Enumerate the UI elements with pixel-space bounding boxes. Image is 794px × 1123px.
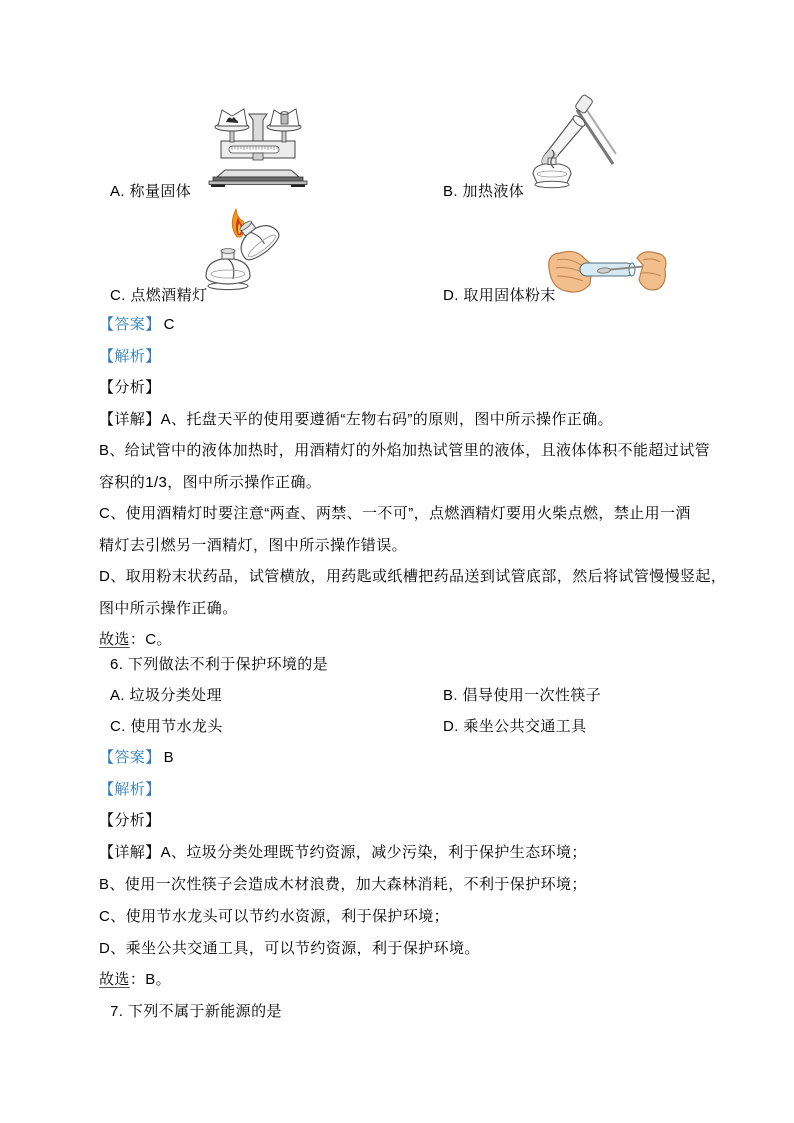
q5-conclusion-choice: ：C。 [129,631,172,648]
q5-option-b-label: B. 加热液体 [443,183,525,200]
q6-detail-line-3: C、使用节水龙头可以节约水资源，利于保护环境； [99,908,450,925]
q5-detail-line-2: B、给试管中的液体加热时，用酒精灯的外焰加热试管里的液体，且液体体积不能超过试管 [99,442,711,459]
q6-answer-line [99,749,174,767]
q6-conclusion-prefix: 故选 [99,971,130,988]
q6-option-a-label: A. 垃圾分类处理 [110,687,222,704]
q5-detail-line-7: 图中所示操作正确。 [99,600,238,617]
q5-detail-line-5: 精灯去引燃另一酒精灯，图中所示操作错误。 [99,537,408,554]
q5-conclusion-prefix: 故选 [99,631,130,648]
answer-marker: 【答案】 [99,316,161,333]
q5-detail-line-6: D、取用粉末状药品，试管横放，用药匙或纸槽把药品送到试管底部，然后将试管慢慢竖起， [99,568,727,585]
q5-detail-line-1: 【详解】A、托盘天平的使用要遵循“左物右码”的原则，图中所示操作正确。 [99,411,613,428]
q6-option-c-label: C. 使用节水龙头 [110,718,223,735]
heating-liquid-image [527,94,617,191]
q6-conclusion-line [99,971,171,989]
q5-fenxi-line: 【分析】 [99,379,161,396]
q6-answer-value: B [163,749,175,766]
q6-stem: 6. 下列做法不利于保护环境的是 [110,656,329,673]
q5-answer-line [99,316,175,334]
q6-option-d-label: D. 乘坐公共交通工具 [443,718,587,735]
jiexi-marker: 【解析】 [99,781,161,798]
q6-detail-line-1: 【详解】A、垃圾分类处理既节约资源，减少污染，利于保护生态环境； [99,844,587,861]
lighting-alcohol-lamp-image [195,207,291,291]
q6-option-b-label: B. 倡导使用一次性筷子 [443,687,602,704]
q5-jiexi-line [99,348,161,366]
q6-detail-line-4: D、乘坐公共交通工具，可以节约资源，利于保护环境。 [99,940,480,957]
q5-answer-value: C [163,316,175,333]
q6-detail-line-2: B、使用一次性筷子会造成木材浪费，加大森林消耗，不利于保护环境； [99,876,587,893]
jiexi-marker: 【解析】 [99,348,161,365]
q6-fenxi-line: 【分析】 [99,812,161,829]
answer-marker: 【答案】 [99,749,161,766]
q5-conclusion-line [99,631,172,649]
q6-conclusion-choice: ：B。 [129,971,172,988]
q6-jiexi-line [99,781,161,799]
balance-scale-image [199,104,317,188]
q5-detail-line-3: 容积的1/3，图中所示操作正确。 [99,474,322,491]
q5-detail-line-4: C、使用酒精灯时要注意“两查、两禁、一不可”，点燃酒精灯要用火柴点燃，禁止用一酒 [99,505,691,522]
taking-solid-powder-image [544,246,670,298]
q7-stem: 7. 下列不属于新能源的是 [110,1003,282,1020]
q5-option-d-label: D. 取用固体粉末 [443,287,556,304]
q5-option-c-label: C. 点燃酒精灯 [110,287,208,304]
q5-option-a-label: A. 称量固体 [110,183,192,200]
